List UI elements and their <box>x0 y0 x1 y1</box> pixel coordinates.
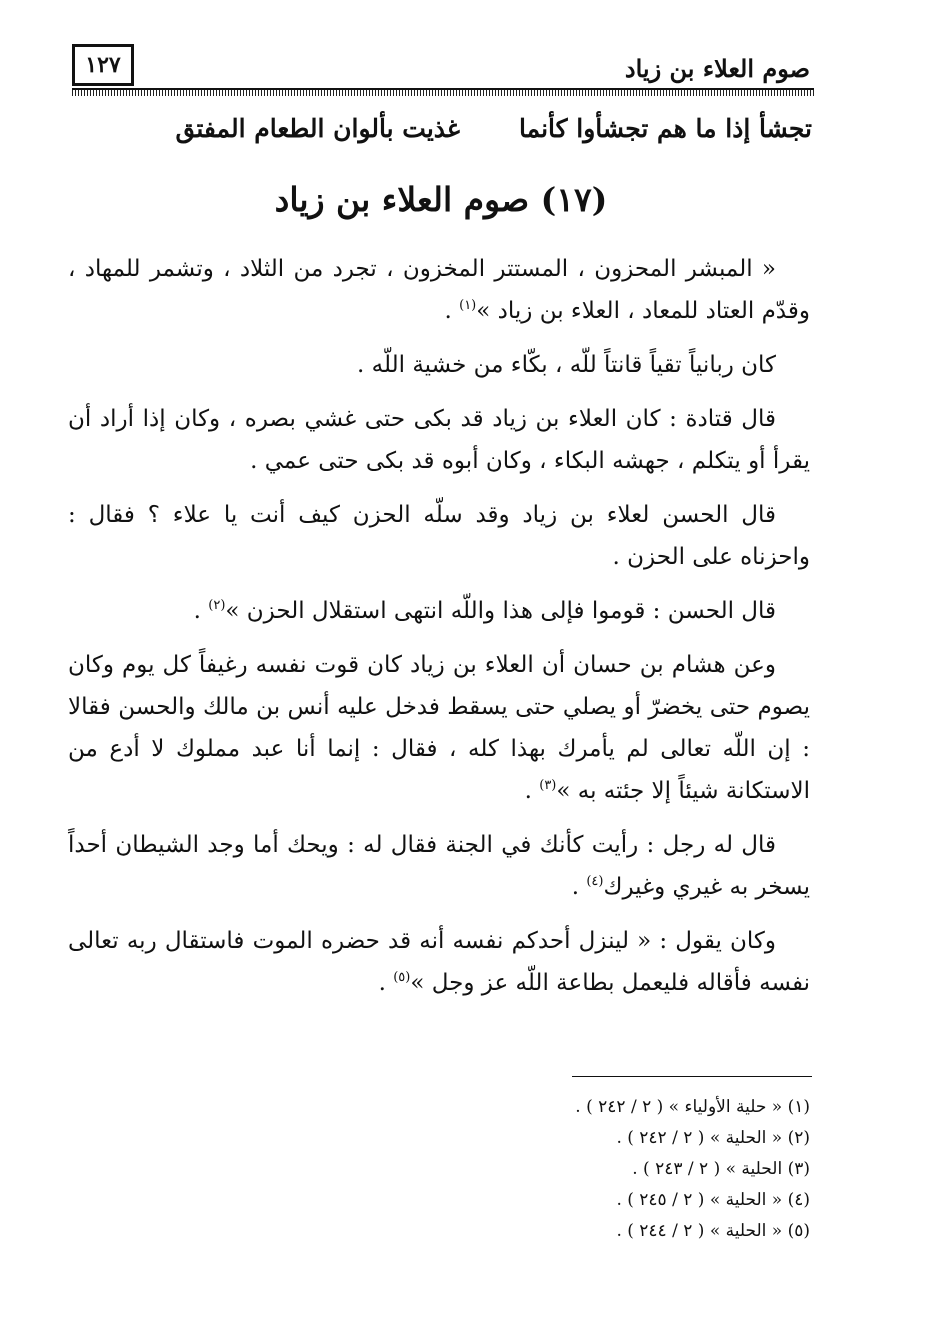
paragraph: « المبشر المحزون ، المستتر المخزون ، تجرد من الثلاد ، وتشمر للمهاد ، وقدّم العتاد للمعاد ، العلاء بن زياد »$^{(١)}$ . <box>68 256 810 324</box>
paragraph: قال الحسن : قوموا فإلى هذا واللّه انتهى استقلال الحزن »$^{(٢)}$ . <box>193 598 776 624</box>
footnote: (١) « حلية الأولياء » ( ٢ / ٢٤٢ ) . <box>575 1097 810 1117</box>
header-divider <box>72 88 814 96</box>
footnote-ref: (٣) <box>539 778 557 793</box>
verse-second-hemistich: غذيت بألوان الطعام المفتق <box>175 114 460 143</box>
verse-first-hemistich: تجشأ إذا ما هم تجشأوا كأنما <box>519 114 812 143</box>
page-number-text: ١٢٧ <box>85 52 121 78</box>
footnote: (٥) « الحلية » ( ٢ / ٢٤٤ ) . <box>616 1221 810 1241</box>
paragraph: وكان يقول : « لينزل أحدكم نفسه أنه قد حضره الموت فاستقال ربه تعالى نفسه فأقاله فليعمل بطاعة اللّه عز وجل »$^{(٥)}$ . <box>68 928 810 996</box>
footnote: (٢) « الحلية » ( ٢ / ٢٤٢ ) . <box>616 1128 810 1148</box>
paragraph: وعن هشام بن حسان أن العلاء بن زياد كان قوت نفسه رغيفاً كل يوم وكان يصوم حتى يخضرّ أو يصلي حتى يسقط فدخل عليه أنس بن مالك والحسن فقالا : إن اللّه تعالى لم يأمرك بهذا كله ، فقال : إنما أنا عبد مملوك لا أدع من الاستكانة شيئاً إلا جئته به »$^{(٣)}$ . <box>68 652 810 804</box>
paragraph: كان ربانياً تقياً قانتاً للّه ، بكّاء من خشية اللّه . <box>357 352 776 378</box>
page-number <box>72 44 134 86</box>
body-text <box>68 248 810 1016</box>
chapter-title: (١٧) صوم العلاء بن زياد <box>274 180 608 219</box>
footnote-ref: (٢) <box>208 598 226 613</box>
paragraph: قال قتادة : كان العلاء بن زياد قد بكى حتى غشي بصره ، وكان إذا أراد أن يقرأ أو يتكلم ، جهشه البكاء ، وكان أبوه قد بكى حتى عمي . <box>68 406 810 474</box>
running-header-title: صوم العلاء بن زياد <box>624 54 810 83</box>
footnote-ref: (٥) <box>393 970 411 985</box>
paragraph: قال الحسن لعلاء بن زياد وقد سلّه الحزن كيف أنت يا علاء ؟ فقال : واحزناه على الحزن . <box>68 502 810 570</box>
footnote-ref: (١) <box>459 298 477 313</box>
footnote: (٤) « الحلية » ( ٢ / ٢٤٥ ) . <box>616 1190 810 1210</box>
footnote-ref: (٤) <box>586 874 604 889</box>
footnotes <box>390 1092 810 1247</box>
paragraph: قال له رجل : رأيت كأنك في الجنة فقال له : ويحك أما وجد الشيطان أحداً يسخر به غيري وغيرك$^{(٤)}$ . <box>68 832 810 900</box>
footnote: (٣) الحلية » ( ٢ / ٢٤٣ ) . <box>632 1159 810 1179</box>
footnote-divider <box>572 1076 812 1077</box>
poem-verse <box>70 114 812 160</box>
